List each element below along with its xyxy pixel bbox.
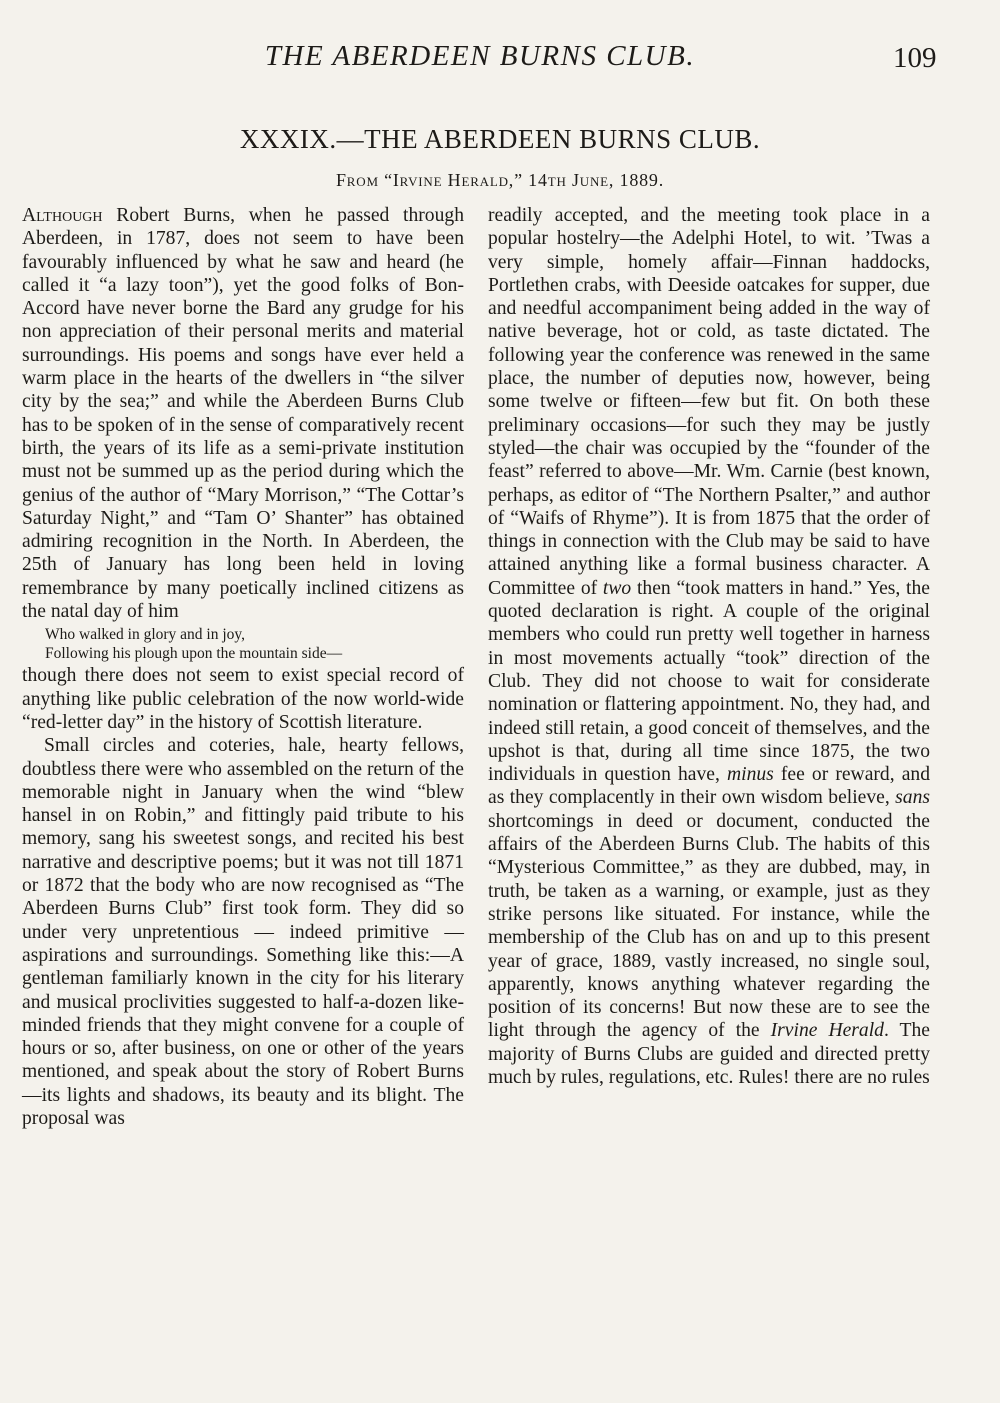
paragraph-1	[22, 204, 464, 623]
paragraph-3: Small circles and coteries, hale, hearty fellows, doubtless there were who assembled on the return of the memorable night in January when the wind “blew hansel in on Robin,” and fittingly paid tribute to his memory, sang his sweetest songs, and recited his best narrative and descriptive poems; but it was not till 1871 or 1872 that the body who are now recognised as “The Aberdeen Burns Club” first took form. They did so under very unpretentious — indeed primitive — aspirations and surroundings. Something like this:—A gentleman familiarly known in the city for his literary and musical proclivities suggested to half-a-dozen like-minded friends that they might convene for a couple of hours or so, after business, on one or other of the years mentioned, and speak about the story of Robert Burns—its lights and shadows, its beauty and its blight. The proposal was	[22, 735, 464, 1129]
lead-word: Although	[22, 205, 103, 226]
verse-quotation	[22, 625, 464, 663]
text-run-5: . The majority of Burns Clubs are guided and directed pretty much by rules, regulations, etc. Rules! there are no rules	[488, 1020, 930, 1088]
text-column-right	[488, 204, 930, 1089]
paragraph-2: though there does not seem to exist special record of anything like public celebration of the now world-wide “red-letter day” in the history of Scottish literature.	[22, 665, 464, 733]
italic-sans: sans	[895, 787, 930, 809]
chapter-title: XXXIX.—THE ABERDEEN BURNS CLUB.	[239, 124, 761, 154]
paragraph-1-text: Robert Burns, when he passed through Aberdeen, in 1787, does not seem to have been favourably influenced by what he saw and heard (he called it “a lazy toon”), yet the good folks of Bon-Accord have never borne the Bard any grudge for his non appreciation of their personal merits and material surroundings. His poems and songs have ever held a warm place in the hearts of the dwellers in “the silver city by the sea;” and while the Aberdeen Burns Club has to be spoken of in the sense of comparatively recent birth, the years of its life as a semi-private institution must not be summed up as the period during which the genius of the author of “Mary Morrison,” “The Cottar’s Saturday Night,” and “Tam O’ Shanter” has obtained admiring recognition in the North. In Aberdeen, the 25th of January has long been held in loving remembrance by many poetically inclined citizens as the natal day of him	[22, 205, 464, 623]
text-column-left	[22, 204, 464, 1130]
text-run-2: then “took matters in hand.” Yes, the quoted declaration is right. A couple of the original members who could run pretty well together in harness in most movements actually “took” direction of the Club. They did not choose to wait for considerate nomination or flattering appointment. No, they had, and indeed still retain, a good conceit of themselves, and the upshot is that, during all time since 1875, the two individuals in question have,	[488, 577, 930, 786]
italic-two: two	[602, 577, 632, 599]
page-number: 109	[893, 42, 937, 74]
italic-minus: minus	[726, 764, 774, 786]
source-line: From “Irvine Herald,” 14th June, 1889.	[335, 170, 665, 190]
verse-line-2: Following his plough upon the mountain side—	[45, 645, 343, 663]
text-run-4: shortcomings in deed or document, conducted the affairs of the Aberdeen Burns Club. The habits of this “Mysterious Committee,” as they are dubbed, may, in truth, be taken as a warning, or example, just as they strike persons like situated. For instance, while the membership of the Club has on and up to this present year of grace, 1889, vastly increased, no single soul, apparently, knows anything whatever regarding the position of its concerns! But now these are to see the light through the agency of the	[488, 810, 930, 1042]
italic-irvine-herald: Irvine Herald	[770, 1020, 884, 1042]
paragraph-continued	[488, 204, 930, 1089]
text-run-1: readily accepted, and the meeting took place in a popular hostelry—the Adelphi Hotel, to wit. ’Twas a very simple, homely affair—Finnan haddocks, Portlethen crabs, with Deeside oatcakes for supper, due and needful accompaniment being added in the way of native beverage, hot or cold, as taste dictated. The following year the conference was renewed in the same place, the number of deputies now, however, being some twelve or fifteen—few but fit. On both these preliminary occasions—for such they may be justly styled—the chair was occupied by the “founder of the feast” referred to above—Mr. Wm. Carnie (best known, perhaps, as editor of “The Northern Psalter,” and author of “Waifs of Rhyme”). It is from 1875 that the order of things in connection with the Club may be said to have attained anything like a formal business character. A Committee of	[488, 205, 930, 599]
verse-line-1: Who walked in glory and in joy,	[45, 626, 246, 644]
text-run-3: fee or reward, and as they complacently in their own wisdom believe,	[488, 764, 930, 809]
running-header-title: THE ABERDEEN BURNS CLUB.	[264, 40, 696, 72]
